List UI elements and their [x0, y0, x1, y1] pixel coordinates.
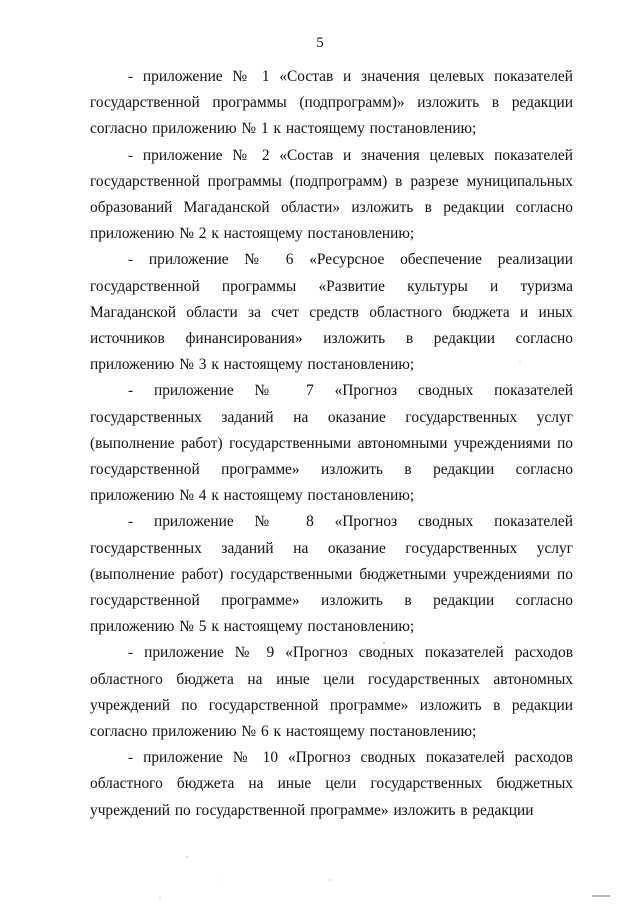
paragraph-appendix-6: - приложение № 6 «Ресурсное обеспечение реализации государственной программы «Развитие культуры и туризма Магаданской области за счет средств областного бюджета и иных источников финансирования» изложить в редакции согласно приложению № 3 к настоящему постановлению;	[90, 251, 573, 374]
paragraph-appendix-10: - приложение № 10 «Прогноз сводных показателей расходов областного бюджета на иные цели государственных бюджетных учреждений по государственной программе» изложить в редакции	[90, 749, 573, 819]
page-number: 5	[316, 35, 324, 51]
document-body	[90, 64, 573, 824]
paragraph-appendix-2: - приложение № 2 «Состав и значения целевых показателей государственной программы (подпрограмм) в разрезе муниципальных образований Магаданской области» изложить в редакции согласно приложению № 2 к настоящему постановлению;	[90, 146, 573, 243]
paragraph-appendix-9: - приложение № 9 «Прогноз сводных показателей расходов областного бюджета на иные цели государственных автономных учреждений по государственной программе» изложить в редакции согласно приложению № 6 к настоящему постановлению;	[90, 644, 573, 741]
paragraph-appendix-8: - приложение № 8 «Прогноз сводных показателей государственных заданий на оказание государственных услуг (выполнение работ) государственными бюджетными учреждениями по государственной программе» изложить в редакции согласно приложению № 5 к настоящему постановлению;	[90, 513, 573, 636]
paragraph-appendix-1: - приложение № 1 «Состав и значения целевых показателей государственной программы (подпрограмм)» изложить в редакции согласно приложению № 1 к настоящему постановлению;	[90, 68, 573, 138]
paragraph-appendix-7: - приложение № 7 «Прогноз сводных показателей государственных заданий на оказание государственных услуг (выполнение работ) государственными автономными учреждениями по государственной программе» изложить в редакции согласно приложению № 4 к настоящему постановлению;	[90, 382, 573, 505]
